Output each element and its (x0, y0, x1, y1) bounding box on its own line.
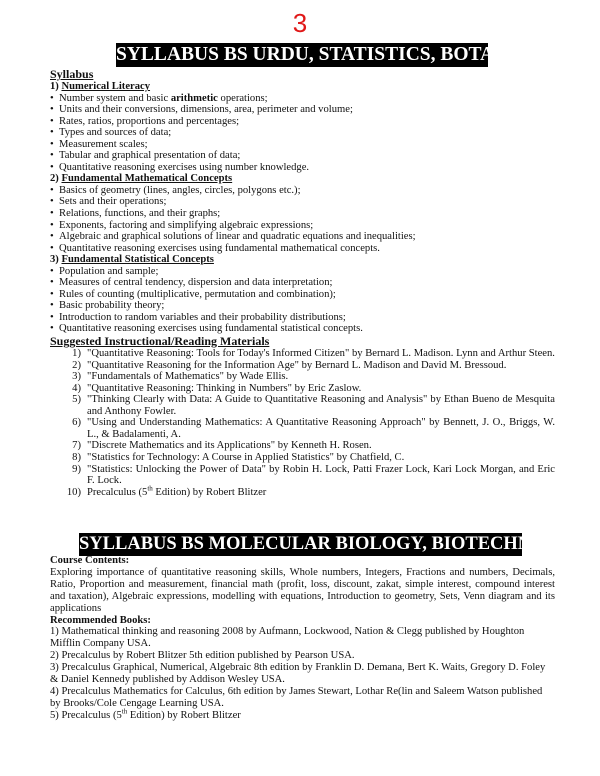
reference-text: "Quantitative Reasoning for the Information Age" by Bernard L. Madison and David M. Bressoud. (87, 359, 507, 371)
bullet-item: • Algebraic and graphical solutions of linear and quadratic equations and inequalities; (50, 231, 416, 243)
reference-text: "Fundamentals of Mathematics" by Wade Ellis. (87, 371, 289, 383)
recommended-book-item: 5) Precalculus (5th Edition) by Robert Blitzer (50, 707, 241, 721)
recommended-book-item: 2) Precalculus by Robert Blitzer 5th edition published by Pearson USA. (50, 650, 355, 662)
recommended-books-heading: Recommended Books: (50, 614, 151, 626)
bullet-dot-icon: • (50, 311, 54, 323)
bullet-item: • Basic probability theory; (50, 300, 165, 312)
bullet-item: • Quantitative reasoning exercises using fundamental statistical concepts. (50, 323, 363, 335)
reference-number: 8) (72, 451, 81, 463)
reference-item (50, 394, 555, 417)
bullet-item: • Measures of central tendency, dispersion and data interpretation; (50, 277, 333, 289)
page-number: 3 (292, 8, 308, 38)
bullet-dot-icon: • (50, 161, 54, 173)
bullet-dot-icon: • (50, 184, 54, 196)
bullet-item: • Rules of counting (multiplicative, permutation and combination); (50, 288, 336, 300)
section-banner-molecular-biology: SYLLABUS BS MOLECULAR BIOLOGY, BIOTECHNOLOGY (79, 534, 600, 554)
bullet-item: • Number system and basic arithmetic operations; (50, 92, 268, 104)
reference-item (50, 452, 555, 464)
reference-item (50, 383, 555, 395)
reference-item (50, 440, 555, 452)
reference-item (50, 417, 555, 440)
reference-text: "Statistics: Unlocking the Power of Data" by Robin H. Lock, Patti Frazer Lock, Kari Lock Morgan, and Eric F. Lock. (87, 463, 555, 487)
reference-number: 2) (72, 359, 81, 371)
syllabus-section-1 (50, 68, 555, 498)
bullet-dot-icon: • (50, 242, 54, 254)
bullet-dot-icon: • (50, 196, 54, 208)
bullet-dot-icon: • (50, 138, 54, 150)
bullet-dot-icon: • (50, 115, 54, 127)
topic-heading: 1) Numerical Literacy (50, 81, 151, 92)
reference-list-tail (50, 484, 555, 499)
reference-number: 6) (72, 417, 81, 429)
reference-text: "Statistics for Technology: A Course in Applied Statistics" by Chatfield, C. (87, 451, 405, 463)
bullet-dot-icon: • (50, 104, 54, 116)
bullet-dot-icon: • (50, 265, 54, 277)
section-banner-urdu-statistics-botany: SYLLABUS BS URDU, STATISTICS, BOTANY (116, 44, 523, 65)
reference-number: 4) (72, 382, 81, 394)
reference-text: "Discrete Mathematics and its Applications" by Kenneth H. Rosen. (87, 440, 372, 452)
bullet-item: • Measurement scales; (50, 138, 148, 150)
bullet-dot-icon: • (50, 300, 54, 312)
bullet-item: • Relations, functions, and their graphs; (50, 208, 221, 220)
bullet-item: • Exponents, factoring and simplifying algebraic expressions; (50, 219, 314, 231)
bullet-dot-icon: • (50, 277, 54, 289)
bullet-item: • Quantitative reasoning exercises using number knowledge. (50, 161, 310, 173)
bullet-item: • Types and sources of data; (50, 127, 172, 139)
bullet-dot-icon: • (50, 231, 54, 243)
syllabus-heading: Syllabus (50, 67, 94, 81)
bullet-item: • Units and their conversions, dimensions, area, perimeter and volume; (50, 104, 353, 116)
reference-item (50, 348, 555, 360)
recommended-book-item: 4) Precalculus Mathematics for Calculus, 6th edition by James Stewart, Lothar Re(lin and Saleem Watson published by Brooks/Cole Cengage Learning USA. (50, 685, 543, 709)
reference-item (50, 484, 555, 499)
recommended-book-item: 3) Precalculus Graphical, Numerical, Algebraic 8th edition by Franklin D. Demana, Bert K. Waits, Gregory D. Foley & Daniel Kennedy published by Addison Wesley USA. (50, 662, 546, 686)
topic-heading: 3) Fundamental Statistical Concepts (50, 254, 214, 266)
syllabus-section-2 (50, 555, 555, 722)
bullet-item: • Tabular and graphical presentation of data; (50, 150, 241, 162)
course-contents-text: Exploring importance of quantitative reasoning skills, Whole numbers, Integers, Fractions and numbers, Decimals, Ratio, Proportion and measurement, financial math (profit, loss, discount, zakat, simple interest, compound interest and taxation), Algebraic expressions, modelling with equations, Introduction to geometry, Sets, Venn diagram and its applications (50, 566, 555, 614)
course-contents-heading: Course Contents: (50, 555, 130, 566)
bullet-dot-icon: • (50, 219, 54, 231)
bullet-dot-icon: • (50, 288, 54, 300)
reference-number: 9) (72, 463, 81, 475)
topic-heading: 2) Fundamental Mathematical Concepts (50, 173, 233, 185)
reference-list (50, 348, 555, 487)
bullet-dot-icon: • (50, 92, 54, 104)
bullet-item: • Basics of geometry (lines, angles, circles, polygons etc.); (50, 184, 301, 196)
reference-number: 3) (72, 371, 81, 383)
reference-number: 7) (72, 440, 81, 452)
bullet-item: • Sets and their operations; (50, 196, 167, 208)
bullet-dot-icon: • (50, 208, 54, 220)
reading-materials-heading: Suggested Instructional/Reading Materials (50, 334, 270, 349)
bullet-dot-icon: • (50, 323, 54, 335)
bullet-item: • Introduction to random variables and their probability distributions; (50, 311, 346, 323)
reference-number: 5) (72, 394, 81, 406)
reference-number: 10) (66, 486, 81, 498)
bullet-item: • Rates, ratios, proportions and percentages; (50, 115, 240, 127)
reference-text: "Quantitative Reasoning: Thinking in Numbers" by Eric Zaslow. (87, 382, 362, 394)
reference-text: "Thinking Clearly with Data: A Guide to Quantitative Reasoning and Analysis" by Ethan Bueno de Mesquita and Anthony Fowler. (87, 394, 555, 417)
reference-item (50, 464, 555, 487)
recommended-books-list (50, 626, 555, 709)
reference-number: 1) (72, 348, 81, 360)
recommended-book-item: 1) Mathematical thinking and reasoning 2008 by Aufmann, Lockwood, Nation & Clegg published by Houghton Mifflin Company USA. (50, 626, 525, 650)
bullet-dot-icon: • (50, 150, 54, 162)
bullet-item: • Population and sample; (50, 265, 159, 277)
bullet-dot-icon: • (50, 127, 54, 139)
bullet-item: • Quantitative reasoning exercises using fundamental mathematical concepts. (50, 242, 380, 254)
syllabus-groups (50, 81, 555, 335)
reference-text: "Using and Understanding Mathematics: A Quantitative Reasoning Approach" by Bennett, J. O., Briggs, W. L., & Badalamenti, A. (87, 417, 555, 440)
reference-item (50, 360, 555, 372)
reference-text: Precalculus (5th Edition) by Robert Blitzer (87, 484, 267, 498)
reference-item (50, 371, 555, 383)
reference-text: "Quantitative Reasoning: Tools for Today's Informed Citizen" by Bernard L. Madison. Lynn and Arthur Steen. (87, 348, 555, 360)
